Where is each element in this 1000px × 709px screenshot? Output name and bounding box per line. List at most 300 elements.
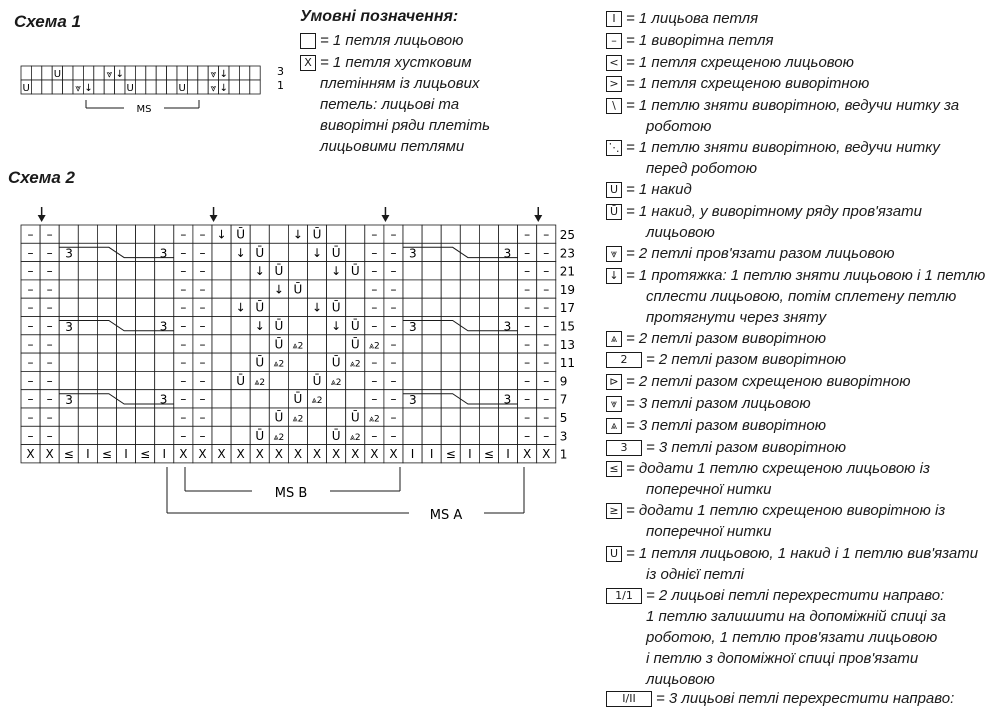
chart-cell xyxy=(499,225,518,243)
chart-cell xyxy=(212,317,231,335)
chart-cell xyxy=(136,371,155,389)
chart-symbol: – xyxy=(180,264,187,279)
legend-item: 3 = 3 петлі разом виворітною xyxy=(606,437,846,458)
stitch-symbol-icon: ⩔ xyxy=(606,246,622,262)
chart-cell xyxy=(403,225,422,243)
chart-symbol: – xyxy=(46,245,53,260)
chart-symbol: – xyxy=(524,264,531,279)
chart-cell xyxy=(441,225,460,243)
chart-symbol: Ū xyxy=(255,428,265,443)
chart-cell xyxy=(231,426,250,444)
chart-symbol: – xyxy=(180,373,187,388)
stitch-symbol-icon: – xyxy=(606,33,622,49)
chart-cell xyxy=(155,298,174,316)
chart-cell xyxy=(59,225,78,243)
chart-cell xyxy=(117,243,136,261)
chart-symbol: – xyxy=(199,227,206,242)
chart-cell xyxy=(136,335,155,353)
chart-cell xyxy=(78,426,97,444)
chart-symbol: – xyxy=(27,264,34,279)
row-number: 11 xyxy=(559,356,576,371)
chart-symbol: – xyxy=(543,282,550,297)
chart-cell xyxy=(308,335,327,353)
stitch-symbol-icon: I xyxy=(606,11,622,27)
chart-cell xyxy=(78,298,97,316)
legend-heading: Умовні позначення: xyxy=(300,8,459,25)
legend-item: < = 1 петля схрещеною лицьовою xyxy=(606,52,854,73)
knit-stitch-icon xyxy=(300,33,316,49)
chart-cell xyxy=(229,80,239,94)
chart-cell xyxy=(135,80,145,94)
chart-symbol: – xyxy=(543,410,550,425)
chart-cell xyxy=(198,66,208,80)
chart-symbol: – xyxy=(524,355,531,370)
chart-symbol: Ū xyxy=(350,264,360,279)
chart-symbol: ↓ xyxy=(216,227,227,242)
chart-cell xyxy=(97,426,116,444)
legend-item-knit: = 1 петля лицьовою xyxy=(300,30,463,51)
legend-item: 1/1 = 2 лицьові петлі перехрестити направо: 1 петлю залишити на допоміжній спиці за роботою, 1 петлю пров'язати лицьовою і петлю з допоміжної спиці пров'язати лицьовою xyxy=(606,585,946,690)
chart-symbol: – xyxy=(199,264,206,279)
chart-cell xyxy=(403,408,422,426)
chart-cell xyxy=(97,317,116,335)
chart-symbol: – xyxy=(46,355,53,370)
chart-cell xyxy=(288,317,307,335)
chart-cell xyxy=(117,371,136,389)
chart-cell xyxy=(460,262,479,280)
chart-cell xyxy=(117,426,136,444)
chart-cell xyxy=(97,280,116,298)
chart-symbol: – xyxy=(46,410,53,425)
chart-cell xyxy=(460,371,479,389)
chart-cell xyxy=(346,225,365,243)
stitch-symbol-icon: U xyxy=(606,182,622,198)
chart-cell xyxy=(136,298,155,316)
chart-symbol: ↓ xyxy=(292,227,303,242)
chart-symbol: Ū xyxy=(236,373,246,388)
stitch-symbol-icon: ↓ xyxy=(606,268,622,284)
cable-label: 3 xyxy=(409,319,417,334)
chart-cell xyxy=(479,317,498,335)
chart-cell xyxy=(441,298,460,316)
chart-cell xyxy=(403,280,422,298)
repeat-arrow-head xyxy=(381,215,389,222)
chart-symbol: – xyxy=(371,355,378,370)
chart-cell xyxy=(479,353,498,371)
chart-symbol: – xyxy=(524,428,531,443)
chart-symbol: – xyxy=(543,373,550,388)
repeat-arrow-head xyxy=(534,215,542,222)
chart-symbol: ↓ xyxy=(273,282,284,297)
chart-symbol: ↓ xyxy=(312,245,323,260)
chart-symbol: Ū xyxy=(331,245,341,260)
chart-symbol: – xyxy=(524,300,531,315)
stitch-symbol-icon: U xyxy=(606,546,622,562)
scheme-1-row-number: 1 xyxy=(277,79,284,92)
chart-cell xyxy=(460,243,479,261)
chart-symbol: – xyxy=(524,373,531,388)
chart-cell xyxy=(78,353,97,371)
chart-symbol: – xyxy=(390,337,397,352)
chart-symbol: – xyxy=(27,355,34,370)
chart-symbol: I xyxy=(162,447,167,462)
chart-cell xyxy=(479,225,498,243)
legend-item: ⩔ = 2 петлі пров'язати разом лицьовою xyxy=(606,243,894,264)
chart-cell xyxy=(499,262,518,280)
chart-cell xyxy=(78,262,97,280)
chart-cell xyxy=(78,408,97,426)
chart-cell xyxy=(155,408,174,426)
chart-cell xyxy=(441,426,460,444)
chart-cell xyxy=(78,225,97,243)
chart-cell xyxy=(78,371,97,389)
chart-cell xyxy=(460,353,479,371)
cable-label: 3 xyxy=(503,392,512,407)
chart-symbol: – xyxy=(180,337,187,352)
chart-symbol: – xyxy=(371,428,378,443)
chart-cell xyxy=(78,335,97,353)
chart-cell xyxy=(117,280,136,298)
chart-cell xyxy=(308,408,327,426)
chart-symbol: ↓ xyxy=(219,69,228,80)
chart-cell xyxy=(146,66,156,80)
stitch-symbol-icon: Ū xyxy=(606,204,622,220)
stitch-symbol-icon: 1/1 xyxy=(606,588,642,604)
chart-symbol: – xyxy=(524,245,531,260)
chart-symbol: – xyxy=(199,355,206,370)
chart-symbol: – xyxy=(199,392,206,407)
chart-symbol: X xyxy=(332,447,341,462)
chart-symbol: U xyxy=(22,83,30,94)
legend-item: ≤ = додати 1 петлю схрещеною лицьовою із поперечної нитки xyxy=(606,458,930,500)
chart-cell xyxy=(460,298,479,316)
ms-b-label: MS B xyxy=(274,486,308,501)
stitch-symbol-icon: I/II xyxy=(606,691,652,707)
chart-symbol: X xyxy=(217,447,226,462)
chart-symbol: I xyxy=(429,447,434,462)
chart-cell xyxy=(94,80,104,94)
chart-cell xyxy=(460,280,479,298)
chart-symbol: X xyxy=(45,447,54,462)
chart-cell xyxy=(212,298,231,316)
cable-label: 3 xyxy=(503,319,512,334)
chart-symbol: – xyxy=(543,428,550,443)
chart-cell xyxy=(441,335,460,353)
legend-item: ↓ = 1 протяжка: 1 петлю зняти лицьовою і 1 петлю сплести лицьовою, потім сплетену петлю протягнути через зняту xyxy=(606,265,985,328)
chart-cell xyxy=(97,353,116,371)
cable-label: 3 xyxy=(409,393,417,407)
legend-item: – = 1 виворітна петля xyxy=(606,30,773,51)
garter-stitch-icon: X xyxy=(300,55,316,71)
chart-symbol: ⩓2 xyxy=(273,432,285,443)
stitch-symbol-icon: ⩔ xyxy=(606,396,622,412)
chart-symbol: – xyxy=(543,245,550,260)
chart-cell xyxy=(441,353,460,371)
chart-symbol: ↓ xyxy=(254,264,265,279)
legend-item: I = 1 лицьова петля xyxy=(606,8,758,29)
chart-symbol: X xyxy=(293,447,303,462)
scheme-2-title: Схема 2 xyxy=(8,168,75,187)
chart-cell xyxy=(308,426,327,444)
chart-symbol: X xyxy=(179,447,188,462)
chart-cell xyxy=(239,80,249,94)
chart-symbol: X xyxy=(274,447,283,462)
scheme-1-chart xyxy=(14,60,294,120)
stitch-symbol-icon: ⩓ xyxy=(606,331,622,347)
row-number: 3 xyxy=(559,429,568,444)
chart-cell xyxy=(403,335,422,353)
chart-cell xyxy=(346,243,365,261)
chart-cell xyxy=(117,225,136,243)
stitch-symbol-icon: 3 xyxy=(606,440,642,456)
chart-cell xyxy=(499,353,518,371)
stitch-symbol-icon: ⋱ xyxy=(606,140,622,156)
chart-cell xyxy=(97,243,116,261)
chart-symbol: ⩓2 xyxy=(368,414,380,425)
chart-symbol: – xyxy=(390,428,397,443)
chart-symbol: – xyxy=(199,373,206,388)
chart-cell xyxy=(97,371,116,389)
chart-cell xyxy=(59,280,78,298)
legend-item: ⩔ = 3 петлі разом лицьовою xyxy=(606,393,811,414)
chart-symbol: – xyxy=(27,227,34,242)
chart-cell xyxy=(155,280,174,298)
legend-item-garter: X = 1 петля хустковим плетінням із лицьових петель: лицьові та виворітні ряди плетіть лицьовими петлями xyxy=(300,52,490,157)
chart-cell xyxy=(422,317,441,335)
chart-symbol: Ū xyxy=(293,282,303,297)
chart-symbol: ⩓2 xyxy=(254,377,266,388)
chart-symbol: X xyxy=(542,447,551,462)
chart-symbol: I xyxy=(410,447,415,462)
row-number: 23 xyxy=(559,246,576,261)
chart-cell xyxy=(250,335,269,353)
chart-symbol: – xyxy=(180,392,187,407)
legend-item: ⊳ = 2 петлі разом схрещеною виворітною xyxy=(606,371,911,392)
chart-cell xyxy=(327,280,346,298)
chart-cell xyxy=(136,353,155,371)
chart-cell xyxy=(441,408,460,426)
chart-cell xyxy=(422,371,441,389)
chart-cell xyxy=(42,80,52,94)
chart-cell xyxy=(422,225,441,243)
chart-symbol: ≤ xyxy=(63,447,74,462)
chart-cell xyxy=(136,280,155,298)
chart-cell xyxy=(212,335,231,353)
chart-cell xyxy=(94,66,104,80)
stitch-symbol-icon: 2 xyxy=(606,352,642,368)
chart-cell xyxy=(346,298,365,316)
chart-cell xyxy=(136,243,155,261)
chart-cell xyxy=(212,426,231,444)
chart-symbol: – xyxy=(390,319,397,333)
chart-cell xyxy=(212,243,231,261)
chart-symbol: ⩓2 xyxy=(292,341,304,352)
chart-symbol: X xyxy=(236,447,245,462)
chart-symbol: – xyxy=(390,264,397,279)
legend-item: ≥ = додати 1 петлю схрещеною виворітною із поперечної нитки xyxy=(606,500,945,542)
chart-symbol: I xyxy=(124,447,128,462)
chart-cell xyxy=(422,408,441,426)
chart-cell xyxy=(460,426,479,444)
chart-symbol: I xyxy=(506,447,510,462)
cable-label: 3 xyxy=(409,246,417,261)
chart-symbol: – xyxy=(180,355,187,370)
chart-cell xyxy=(59,298,78,316)
chart-symbol: X xyxy=(198,447,207,462)
chart-cell xyxy=(78,317,97,335)
chart-symbol: – xyxy=(543,300,550,315)
chart-symbol: ⩓2 xyxy=(311,396,323,407)
stitch-symbol-icon: \ xyxy=(606,98,622,114)
chart-cell xyxy=(156,80,166,94)
chart-symbol: ↓ xyxy=(331,264,342,279)
chart-cell xyxy=(136,426,155,444)
chart-cell xyxy=(403,262,422,280)
chart-cell xyxy=(346,390,365,408)
chart-cell xyxy=(479,298,498,316)
chart-cell xyxy=(327,390,346,408)
chart-cell xyxy=(250,408,269,426)
chart-cell xyxy=(117,408,136,426)
chart-cell xyxy=(479,335,498,353)
chart-symbol: Ū xyxy=(350,410,360,425)
chart-cell xyxy=(212,353,231,371)
chart-cell xyxy=(83,66,93,80)
chart-cell xyxy=(288,426,307,444)
chart-cell xyxy=(212,390,231,408)
chart-cell xyxy=(422,335,441,353)
chart-cell xyxy=(499,408,518,426)
chart-cell xyxy=(136,262,155,280)
chart-cell xyxy=(441,243,460,261)
chart-cell xyxy=(346,280,365,298)
chart-cell xyxy=(155,353,174,371)
chart-cell xyxy=(78,390,97,408)
row-number: 13 xyxy=(559,337,576,352)
chart-symbol: ⩔ xyxy=(210,69,217,80)
chart-symbol: – xyxy=(180,410,187,425)
scheme-1-title: Схема 1 xyxy=(14,12,81,31)
chart-symbol: X xyxy=(370,447,379,462)
chart-symbol: – xyxy=(199,410,206,425)
chart-cell xyxy=(117,353,136,371)
chart-symbol: – xyxy=(46,300,53,315)
chart-cell xyxy=(73,66,83,80)
row-number: 25 xyxy=(559,228,576,242)
legend-item: I/II = 3 лицьові петлі перехрестити направо: xyxy=(606,688,954,709)
cable-label: 3 xyxy=(65,319,73,334)
chart-symbol: – xyxy=(371,282,378,297)
chart-cell xyxy=(346,371,365,389)
chart-cell xyxy=(403,298,422,316)
chart-cell xyxy=(441,390,460,408)
chart-symbol: ↓ xyxy=(115,69,124,80)
chart-cell xyxy=(117,317,136,335)
chart-symbol: ⩔ xyxy=(210,83,217,94)
chart-cell xyxy=(63,80,73,94)
chart-cell xyxy=(117,298,136,316)
row-number: 9 xyxy=(559,374,568,389)
chart-symbol: – xyxy=(27,373,34,388)
chart-symbol: – xyxy=(199,428,206,443)
chart-cell xyxy=(269,298,288,316)
chart-cell xyxy=(155,426,174,444)
chart-symbol: – xyxy=(371,392,378,407)
chart-cell xyxy=(479,426,498,444)
legend-item: U = 1 петля лицьовою, 1 накид і 1 петлю вив'язати із однієї петлі xyxy=(606,543,978,585)
chart-symbol: – xyxy=(180,300,187,315)
chart-symbol: – xyxy=(543,355,550,370)
chart-symbol: ⩓2 xyxy=(368,341,380,352)
chart-symbol: – xyxy=(524,392,531,407)
chart-cell xyxy=(52,80,62,94)
repeat-arrow-head xyxy=(38,215,46,222)
chart-cell xyxy=(460,225,479,243)
chart-cell xyxy=(97,408,116,426)
chart-cell xyxy=(288,243,307,261)
chart-symbol: – xyxy=(46,392,53,407)
chart-cell xyxy=(42,66,52,80)
chart-symbol: Ū xyxy=(274,319,284,333)
cable-label: 3 xyxy=(65,246,73,261)
chart-cell xyxy=(136,317,155,335)
chart-cell xyxy=(104,80,114,94)
chart-cell xyxy=(441,317,460,335)
chart-cell xyxy=(97,390,116,408)
chart-symbol: – xyxy=(199,300,206,315)
cable-label: 3 xyxy=(503,246,512,261)
chart-symbol: – xyxy=(524,227,531,242)
cable-label: 3 xyxy=(65,393,73,407)
chart-symbol: – xyxy=(180,245,187,260)
row-number: 17 xyxy=(559,301,576,316)
stitch-symbol-icon: ≤ xyxy=(606,461,622,477)
chart-cell xyxy=(212,371,231,389)
chart-symbol: Ū xyxy=(236,227,246,242)
chart-symbol: U xyxy=(53,69,62,80)
chart-cell xyxy=(499,280,518,298)
chart-cell xyxy=(59,262,78,280)
chart-symbol: – xyxy=(46,337,53,352)
cable-label: 3 xyxy=(159,392,168,407)
chart-cell xyxy=(499,426,518,444)
chart-symbol: U xyxy=(178,83,186,94)
chart-symbol: – xyxy=(46,264,53,279)
chart-symbol: X xyxy=(255,447,264,462)
chart-symbol: ⩔ xyxy=(106,69,113,80)
chart-symbol: Ū xyxy=(274,337,284,352)
legend-item: Ū = 1 накид, у виворітному ряду пров'язати лицьовою xyxy=(606,201,922,243)
chart-cell xyxy=(308,280,327,298)
chart-symbol: – xyxy=(543,264,550,279)
chart-symbol: I xyxy=(468,447,472,462)
scheme-2-chart xyxy=(14,205,594,525)
chart-cell xyxy=(250,390,269,408)
chart-cell xyxy=(63,66,73,80)
chart-symbol: Ū xyxy=(350,319,360,333)
legend-item: U = 1 накид xyxy=(606,179,692,200)
legend-item: ⋱ = 1 петлю зняти виворітною, ведучи нитку перед роботою xyxy=(606,137,940,179)
chart-symbol: ⩔ xyxy=(75,83,82,94)
chart-symbol: – xyxy=(390,245,397,260)
chart-cell xyxy=(187,66,197,80)
chart-symbol: – xyxy=(46,428,53,443)
chart-symbol: X xyxy=(351,447,360,462)
chart-cell xyxy=(479,390,498,408)
chart-cell xyxy=(422,262,441,280)
chart-symbol: X xyxy=(389,447,398,462)
chart-symbol: – xyxy=(46,227,53,242)
